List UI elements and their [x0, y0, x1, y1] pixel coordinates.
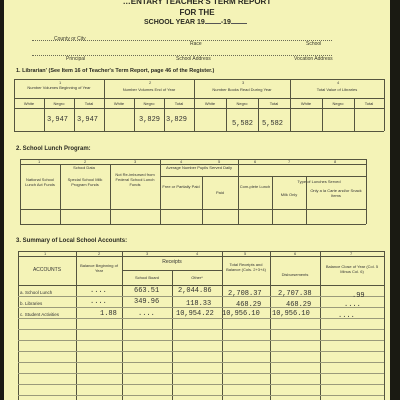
s1-sub-negro-3: Negro [236, 101, 248, 106]
s2-head-free: Free or Partially Paid [162, 184, 200, 189]
s3-colnum-2: 2 [98, 251, 101, 256]
s3-row-other: 118.33 [186, 300, 212, 308]
s3-colnum-7: 7 [350, 251, 353, 256]
s1-beg-total: 3,947 [77, 116, 99, 124]
s2-colnum-7: 7 [288, 159, 291, 164]
s1-sub-negro-4: Negro [332, 101, 344, 106]
school-address-field: School Address [176, 56, 211, 62]
s3-row-label: a. School Lunch [20, 290, 53, 295]
s1-group-value: Total Value of Libraries [316, 87, 358, 92]
s2-colnum-8: 8 [334, 159, 337, 164]
s1-group-beginning: Number Volumes Beginning of Year [27, 85, 91, 90]
s3-head-balance-close: Balance Close of Year (Col. 5 Minus Col. 6) [325, 264, 379, 274]
s2-head-not-reimbursed: Not Re-imbursed from Federal School Lunch Funds [115, 172, 155, 187]
s3-row-bal-beg: .... [90, 287, 107, 295]
s3-row-label: b. Libraries [20, 301, 43, 306]
s2-head-type: Type of Lunches Served [297, 179, 341, 184]
term-report-page [4, 0, 390, 400]
s1-read-negro: 5,582 [232, 120, 254, 128]
s3-row-bal-close: .... [344, 301, 361, 309]
s1-sub-total-4: Total [364, 101, 374, 106]
s1-sub-negro-2: Negro [143, 101, 155, 106]
s1-read-total: 5,582 [262, 120, 284, 128]
section3-title: 3. Summary of Local School Accounts: [16, 238, 128, 244]
s1-colnum-3: 3 [242, 80, 245, 85]
s3-row-bal-beg: .... [90, 298, 107, 306]
s3-row-disb: 10,956.10 [272, 310, 310, 318]
s3-row-other: 2,044.86 [178, 287, 212, 295]
vocation-address-field: Vocation Address [294, 56, 333, 62]
s1-sub-total-2: Total [174, 101, 184, 106]
county-field: County or City [54, 36, 86, 42]
school-year-sep: -19 [220, 19, 231, 26]
s3-row-school-board: 349.96 [134, 298, 160, 306]
s2-colnum-1: 1 [38, 159, 41, 164]
s2-colnum-5: 5 [218, 159, 221, 164]
s2-head-ala-carte: Only a la Carte and/or Snack Items [310, 188, 362, 198]
s2-head-nsla: National School Lunch Act Funds [25, 177, 55, 187]
race-field: Race [190, 41, 202, 47]
s1-group-read: Number Books Read During Year [212, 87, 272, 92]
s3-colnum-4: 4 [196, 251, 199, 256]
school-year-prefix: SCHOOL YEAR 19 [144, 19, 205, 26]
section2-title: 2. School Lunch Program: [16, 146, 91, 152]
s3-head-school-board: School Board [134, 275, 159, 280]
school-year-label [144, 19, 247, 26]
s1-sub-white-4: White [300, 101, 312, 106]
s2-head-paid: Paid [215, 190, 224, 195]
s1-end-total: 3,829 [166, 116, 188, 124]
s1-end-negro: 3,829 [139, 116, 161, 124]
s2-head-avg-pupils: Average Number Pupils Served Daily [166, 165, 232, 170]
s1-sub-total-3: Total [269, 101, 279, 106]
s3-row-bal-close: .99 [352, 292, 365, 300]
s3-head-other: Other* [191, 275, 203, 280]
s3-colnum-3: 3 [146, 251, 149, 256]
s3-colnum-1: 1 [44, 251, 47, 256]
s1-group-end: Number Volumes End of Year [122, 87, 176, 92]
s3-head-total-receipts: Total Receipts and Balance (Cols. 2+3+4) [226, 262, 266, 272]
s2-head-complete: Com-plete Lunch [239, 184, 271, 189]
s1-colnum-2: 2 [149, 80, 152, 85]
s3-row-bal-beg: 1.88 [100, 310, 117, 318]
s1-sub-white-3: White [204, 101, 216, 106]
s3-head-disbursements: Disbursements [281, 272, 309, 277]
s3-head-accounts: ACCOUNTS [32, 267, 62, 273]
section1-title: 1. Librarian' (See Item 16 of Teacher's Term Report, page 46 of the Register.) [16, 68, 215, 74]
s2-colnum-3: 3 [134, 159, 137, 164]
s2-head-milk-only: Milk Only [280, 192, 298, 197]
s1-colnum-1: 1 [59, 80, 62, 85]
s3-head-balance-beg: Balance Beginning of Year [80, 263, 118, 273]
s1-sub-negro-1: Negro [53, 101, 65, 106]
s1-sub-total-1: Total [84, 101, 94, 106]
s1-sub-white-1: White [23, 101, 35, 106]
s3-row-total: 2,708.37 [228, 290, 262, 298]
s3-row-total: 468.29 [236, 301, 262, 309]
school-field: School [306, 41, 322, 47]
principal-field: Principal [66, 56, 86, 62]
s3-colnum-5: 5 [244, 251, 247, 256]
s3-head-receipts: Receipts [162, 259, 182, 265]
s3-row-disb: 2,707.38 [278, 290, 312, 298]
s3-row-label: c. Student Activities [20, 312, 60, 317]
s3-row-school-board: .... [138, 310, 155, 318]
s1-colnum-4: 4 [337, 80, 340, 85]
s2-colnum-6: 6 [254, 159, 257, 164]
s3-row-total: 10,956.10 [222, 310, 260, 318]
s1-sub-white-2: White [113, 101, 125, 106]
s1-beg-negro: 3,947 [47, 116, 69, 124]
s3-colnum-6: 6 [294, 251, 297, 256]
s3-row-school-board: 663.51 [134, 287, 160, 295]
s3-row-bal-close: .... [338, 312, 355, 320]
s3-row-other: 10,954.22 [176, 310, 214, 318]
s3-row-disb: 468.29 [286, 301, 312, 309]
s2-school-data: School Data [73, 165, 95, 170]
s2-head-milk: Special School Milk Program Funds [67, 177, 103, 187]
report-for: FOR THE [179, 8, 215, 17]
report-title: …ENTARY TEACHER'S TERM REPORT [122, 0, 272, 6]
s2-colnum-4: 4 [180, 159, 183, 164]
s2-colnum-2: 2 [84, 159, 87, 164]
